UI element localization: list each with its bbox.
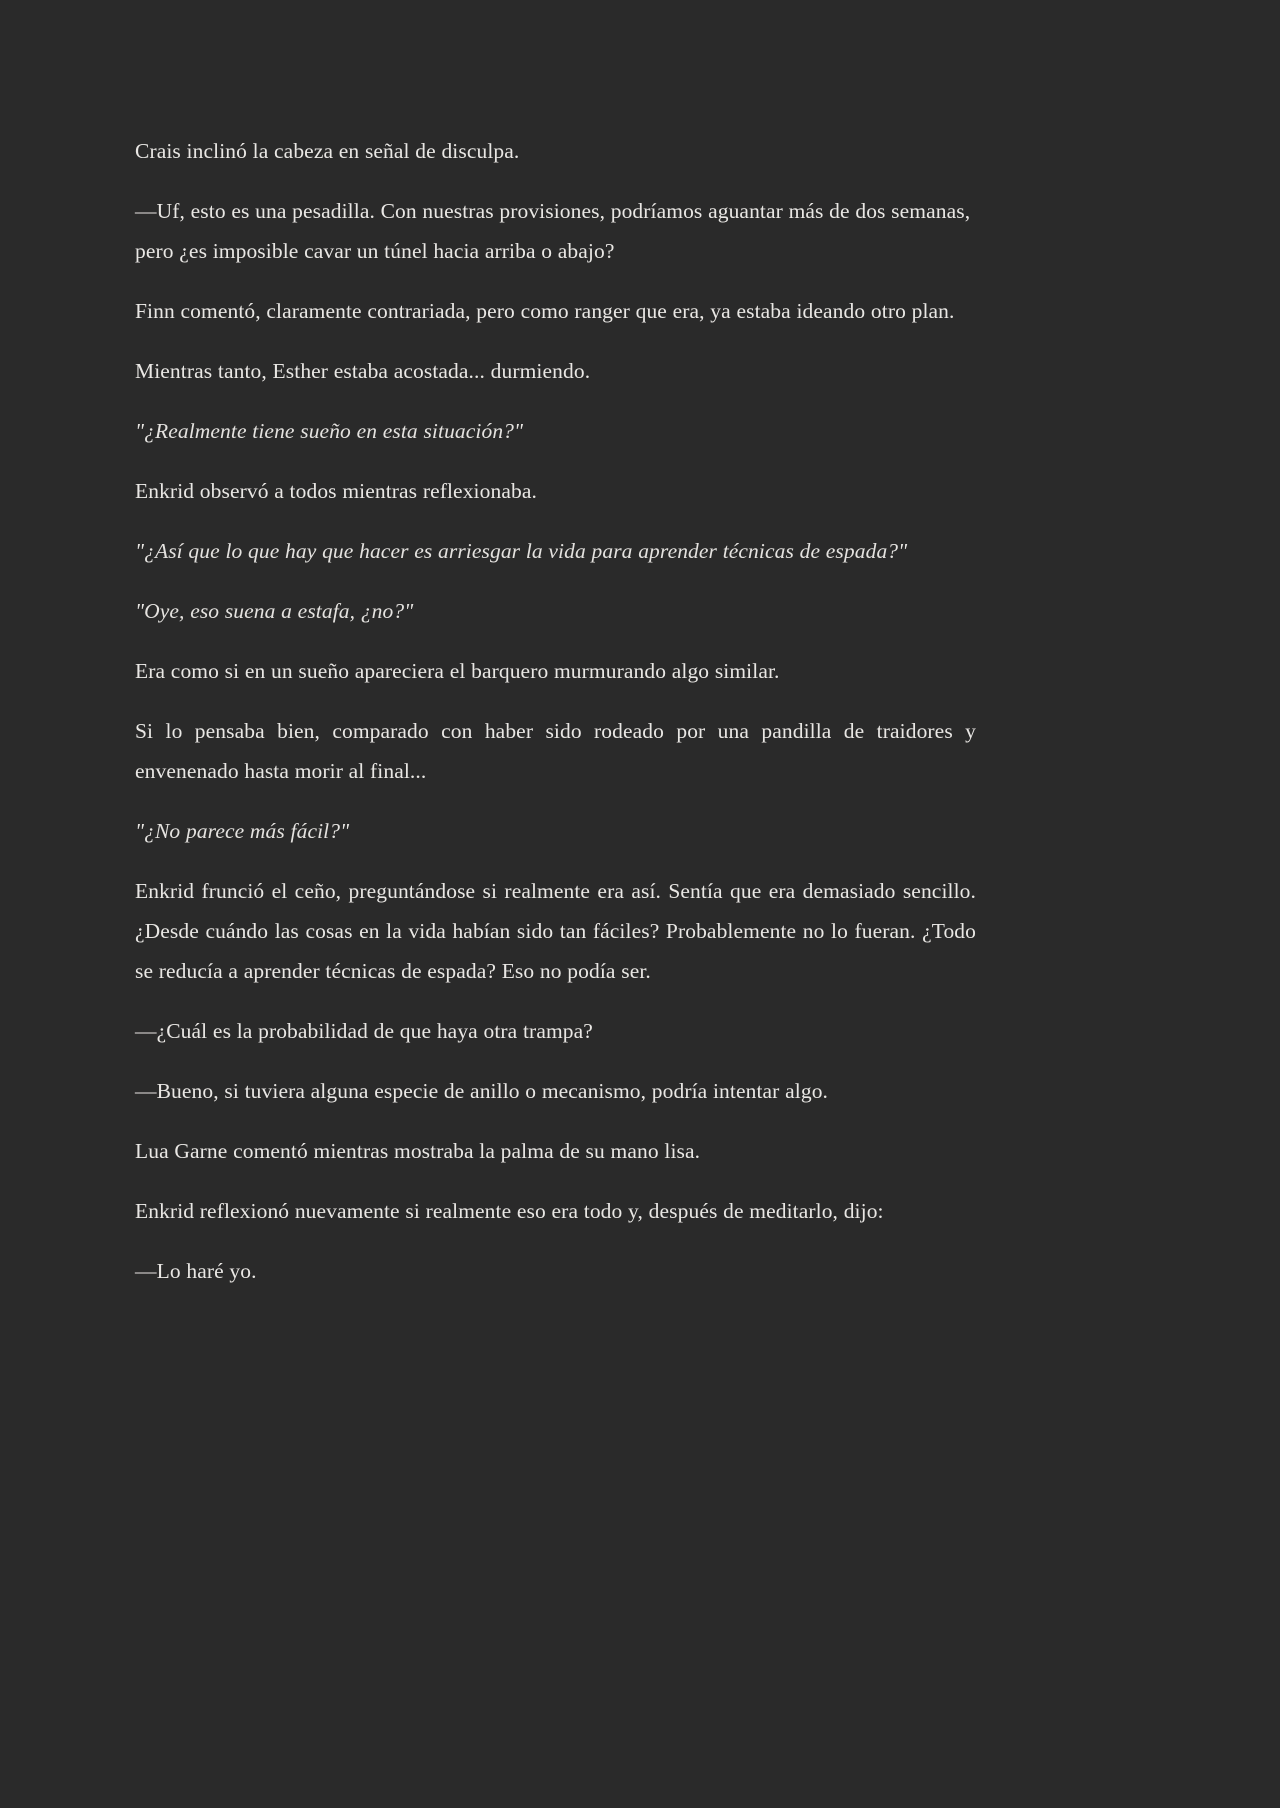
inner-thought-paragraph: "¿Así que lo que hay que hacer es arriesgar la vida para aprender técnicas de espada?" (135, 539, 908, 563)
narration-paragraph: Finn comentó, claramente contrariada, pero como ranger que era, ya estaba ideando otro plan. (135, 299, 955, 323)
dialogue-line: —Lo haré yo. (135, 1259, 257, 1283)
dialogue-line: —Uf, esto es una pesadilla. Con nuestras provisiones, podríamos aguantar más de dos semanas, pero ¿es imposible cavar un túnel hacia arriba o abajo? (135, 199, 971, 263)
narration-paragraph: Era como si en un sueño apareciera el barquero murmurando algo similar. (135, 659, 780, 683)
narration-paragraph: Enkrid frunció el ceño, preguntándose si realmente era así. Sentía que era demasiado sencillo. ¿Desde cuándo las cosas en la vida habían sido tan fáciles? Probablemente no lo fueran. ¿Todo se reducía a aprender técnicas de espada? Eso no podía ser. (135, 879, 976, 983)
inner-thought-paragraph: "Oye, eso suena a estafa, ¿no?" (135, 599, 414, 623)
dialogue-line: —Bueno, si tuviera alguna especie de anillo o mecanismo, podría intentar algo. (135, 1079, 829, 1103)
inner-thought-paragraph: "¿No parece más fácil?" (135, 819, 350, 843)
narration-paragraph: Si lo pensaba bien, comparado con haber sido rodeado por una pandilla de traidores y envenenado hasta morir al final... (135, 719, 976, 783)
chapter-body (135, 131, 976, 1291)
narration-paragraph: Mientras tanto, Esther estaba acostada... durmiendo. (135, 359, 591, 383)
narration-paragraph: Crais inclinó la cabeza en señal de disculpa. (135, 139, 520, 163)
dialogue-line: —¿Cuál es la probabilidad de que haya otra trampa? (135, 1019, 593, 1043)
narration-paragraph: Lua Garne comentó mientras mostraba la palma de su mano lisa. (135, 1139, 701, 1163)
narration-paragraph: Enkrid reflexionó nuevamente si realmente eso era todo y, después de meditarlo, dijo: (135, 1199, 884, 1223)
narration-paragraph: Enkrid observó a todos mientras reflexionaba. (135, 479, 537, 503)
inner-thought-paragraph: "¿Realmente tiene sueño en esta situación?" (135, 419, 524, 443)
